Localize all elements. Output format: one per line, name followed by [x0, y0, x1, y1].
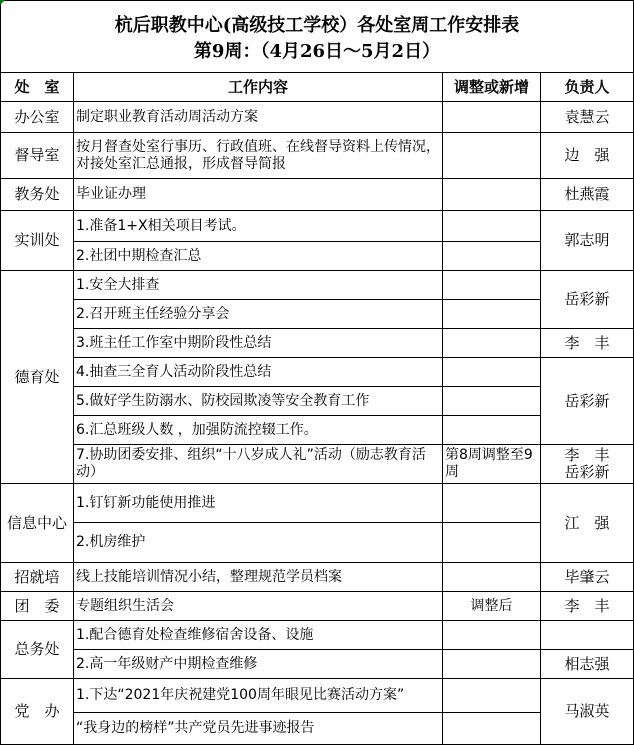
table-row [1, 242, 634, 271]
content-cell[interactable]: 1.安全大排查 [74, 271, 443, 300]
dept-cell[interactable]: 团 委 [1, 592, 74, 621]
adjust-cell[interactable] [443, 650, 541, 679]
table-row [1, 102, 634, 133]
owner-cell[interactable]: 岳彩新 [541, 271, 634, 329]
header-content[interactable]: 工作内容 [74, 73, 443, 102]
table-row [1, 650, 634, 679]
content-cell[interactable]: 1.下达“2021年庆祝建党100周年眼见比赛活动方案” [74, 679, 443, 713]
table-row [1, 211, 634, 242]
content-cell[interactable]: 按月督查处室行事历、行政值班、在线督导资料上传情况，对接处室汇总通报，形成督导简报 [74, 133, 443, 179]
dept-cell[interactable]: 信息中心 [1, 484, 74, 563]
content-cell[interactable]: 6.汇总班级人数 ，加强防流控辍工作。 [74, 416, 443, 445]
owner-cell[interactable]: 袁慧云 [541, 102, 634, 133]
adjust-cell[interactable] [443, 563, 541, 592]
table-row [1, 563, 634, 592]
adjust-cell[interactable] [443, 133, 541, 179]
header-dept[interactable]: 处 室 [1, 73, 74, 102]
dept-cell[interactable]: 督导室 [1, 133, 74, 179]
content-cell[interactable]: 1.配合德育处检查维修宿舍设备、设施 [74, 621, 443, 650]
dept-cell[interactable]: 党 办 [1, 679, 74, 745]
owner-name: 李 丰 [564, 446, 610, 464]
owner-cell[interactable]: 毕肇云 [541, 563, 634, 592]
table-row [1, 329, 634, 358]
header-owner[interactable]: 负责人 [541, 73, 634, 102]
header-row [1, 73, 634, 102]
dept-cell[interactable]: 教务处 [1, 179, 74, 211]
content-cell[interactable]: 5.做好学生防溺水、防校园欺凌等安全教育工作 [74, 387, 443, 416]
title-week: 第9周：（4月26日～5月2日） [193, 40, 441, 62]
content-cell[interactable]: “我身边的榜样”共产党员先进事迹报告 [74, 713, 443, 745]
owner-cell[interactable]: 马淑英 [541, 679, 634, 745]
owner-cell[interactable]: 郭志明 [541, 211, 634, 271]
table-row [1, 445, 634, 484]
content-cell[interactable]: 3.班主任工作室中期阶段性总结 [74, 329, 443, 358]
adjust-cell[interactable] [443, 679, 541, 713]
content-cell[interactable]: 2.召开班主任经验分享会 [74, 300, 443, 329]
owner-cell[interactable]: 相志强 [541, 650, 634, 679]
dept-cell[interactable]: 德育处 [1, 271, 74, 484]
table-row [1, 713, 634, 745]
title-row [1, 1, 634, 73]
table-row [1, 358, 634, 387]
content-cell[interactable]: 2.社团中期检查汇总 [74, 242, 443, 271]
table-row [1, 387, 634, 416]
cell-indicator-icon [0, 0, 5, 5]
adjust-cell[interactable] [443, 102, 541, 133]
owner-name: 岳彩新 [564, 463, 610, 481]
table-row [1, 523, 634, 563]
adjust-cell[interactable] [443, 329, 541, 358]
content-cell[interactable]: 制定职业教育活动周活动方案 [74, 102, 443, 133]
content-cell[interactable]: 2.高一年级财产中期检查维修 [74, 650, 443, 679]
table-row [1, 133, 634, 179]
adjust-cell[interactable] [443, 387, 541, 416]
table-row [1, 621, 634, 650]
content-cell[interactable]: 2.机房维护 [74, 523, 443, 563]
table-row [1, 271, 634, 300]
owner-cell[interactable] [541, 445, 634, 484]
dept-cell[interactable]: 招就培 [1, 563, 74, 592]
content-cell[interactable]: 线上技能培训情况小结，整理规范学员档案 [74, 563, 443, 592]
title-cell[interactable] [1, 1, 634, 73]
owner-cell[interactable]: 边 强 [541, 133, 634, 179]
owner-cell[interactable]: 杜燕霞 [541, 179, 634, 211]
content-cell[interactable]: 7.协助团委安排、组织“十八岁成人礼”活动（励志教育活动） [74, 445, 443, 484]
table-row [1, 484, 634, 523]
dept-cell[interactable]: 总务处 [1, 621, 74, 679]
header-adjust[interactable]: 调整或新增 [443, 73, 541, 102]
table-row [1, 679, 634, 713]
table-row [1, 179, 634, 211]
dept-cell[interactable]: 实训处 [1, 211, 74, 271]
adjust-cell[interactable] [443, 621, 541, 650]
table-row [1, 416, 634, 445]
adjust-cell[interactable] [443, 300, 541, 329]
adjust-cell[interactable] [443, 242, 541, 271]
dept-cell[interactable]: 办公室 [1, 102, 74, 133]
table-row [1, 592, 634, 621]
content-cell[interactable]: 毕业证办理 [74, 179, 443, 211]
adjust-cell[interactable]: 第8周调整至9周 [443, 445, 541, 484]
adjust-cell[interactable] [443, 484, 541, 523]
content-cell[interactable]: 1.准备1+X相关项目考试。 [74, 211, 443, 242]
table-row [1, 300, 634, 329]
adjust-cell[interactable]: 调整后 [443, 592, 541, 621]
owner-cell[interactable]: 江 强 [541, 484, 634, 563]
adjust-cell[interactable] [443, 358, 541, 387]
adjust-cell[interactable] [443, 713, 541, 745]
owner-cell[interactable]: 李 丰 [541, 592, 634, 621]
adjust-cell[interactable] [443, 416, 541, 445]
content-cell[interactable]: 4.抽查三全育人活动阶段性总结 [74, 358, 443, 387]
owner-cell[interactable]: 李 丰 [541, 329, 634, 358]
owner-cell[interactable] [541, 621, 634, 650]
adjust-cell[interactable] [443, 523, 541, 563]
adjust-cell[interactable] [443, 271, 541, 300]
owner-cell[interactable]: 岳彩新 [541, 358, 634, 445]
content-cell[interactable]: 1.钉钉新功能使用推进 [74, 484, 443, 523]
adjust-cell[interactable] [443, 179, 541, 211]
content-cell[interactable]: 专题组织生活会 [74, 592, 443, 621]
title-main: 杭后职教中心(高级技工学校）各处室周工作安排表 [114, 14, 520, 36]
adjust-cell[interactable] [443, 211, 541, 242]
